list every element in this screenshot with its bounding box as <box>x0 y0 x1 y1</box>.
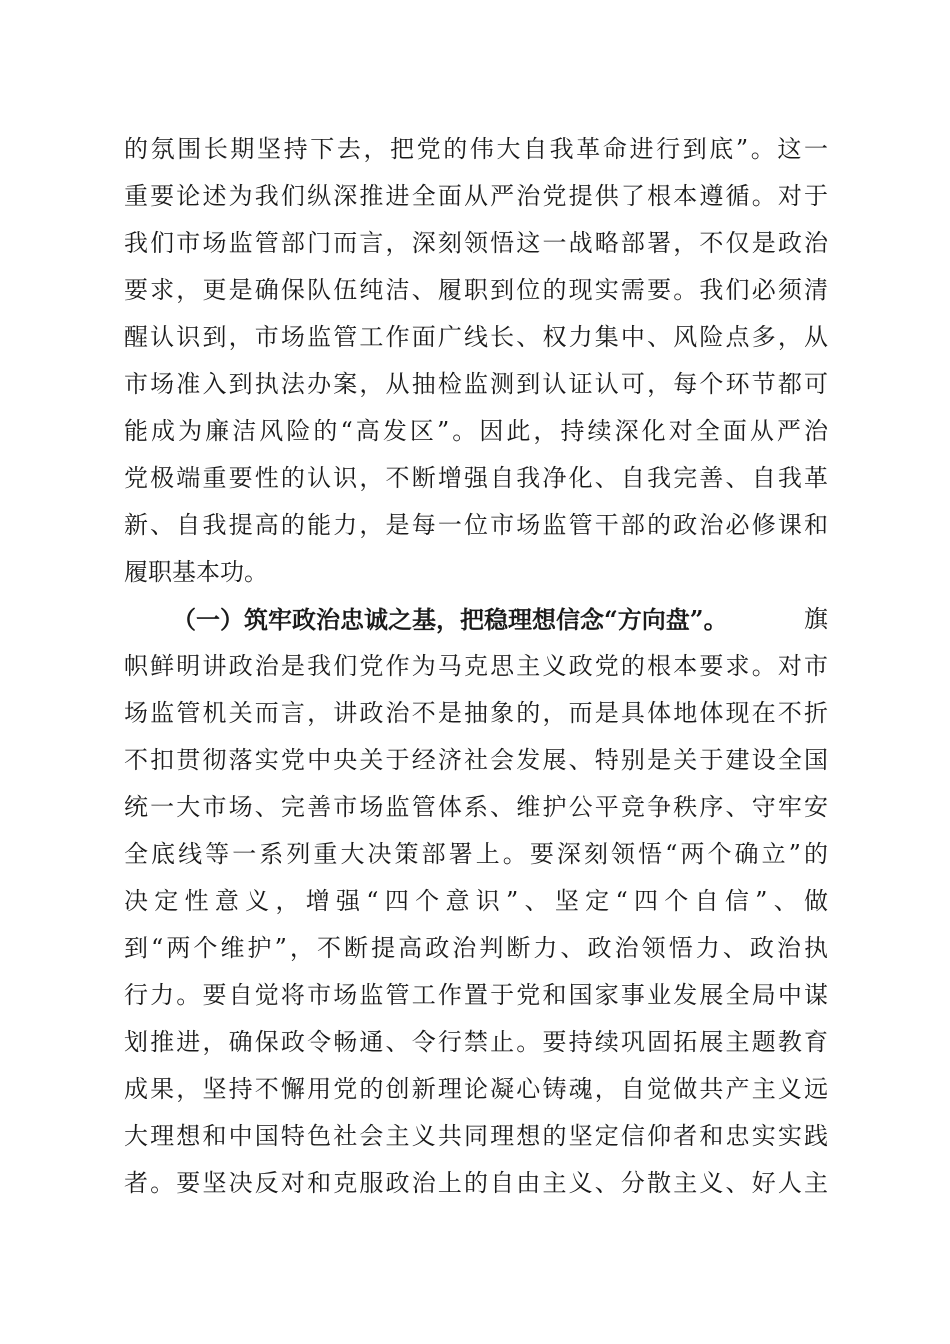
text-line: 不扣贯彻落实党中央关于经济社会发展、特别是关于建设全国 <box>124 746 828 774</box>
section-heading-line <box>124 596 828 643</box>
text-line: 全底线等一系列重大决策部署上。要深刻领悟“两个确立”的 <box>124 840 828 868</box>
text-line: 统一大市场、完善市场监管体系、维护公平竞争秩序、守牢安 <box>124 793 828 821</box>
text-line: 重要论述为我们纵深推进全面从严治党提供了根本遵循。对于 <box>124 182 828 210</box>
text-line: 大理想和中国特色社会主义共同理想的坚定信仰者和忠实实践 <box>124 1122 828 1150</box>
section-heading: （一）筑牢政治忠诚之基，把稳理想信念“方向盘”。 <box>172 605 728 634</box>
text-line: 履职基本功。 <box>124 558 268 586</box>
text-line: 到“两个维护”，不断提高政治判断力、政治领悟力、政治执 <box>124 934 828 962</box>
text-line: 划推进，确保政令畅通、令行禁止。要持续巩固拓展主题教育 <box>124 1028 828 1056</box>
heading-line-tail: 旗 <box>804 605 828 633</box>
text-line: 场监管机关而言，讲政治不是抽象的，而是具体地体现在不折 <box>124 699 828 727</box>
text-line: 帜鲜明讲政治是我们党作为马克思主义政党的根本要求。对市 <box>124 652 828 680</box>
text-line: 者。要坚决反对和克服政治上的自由主义、分散主义、好人主 <box>124 1169 828 1197</box>
text-line: 成果，坚持不懈用党的创新理论凝心铸魂，自觉做共产主义远 <box>124 1075 828 1103</box>
text-line: 的氛围长期坚持下去，把党的伟大自我革命进行到底”。这一 <box>124 135 828 163</box>
text-line: 新、自我提高的能力，是每一位市场监管干部的政治必修课和 <box>124 511 828 539</box>
text-line: 醒认识到，市场监管工作面广线长、权力集中、风险点多，从 <box>124 323 828 351</box>
text-line: 决定性意义，增强“四个意识”、坚定“四个自信”、做 <box>124 887 828 915</box>
body-text <box>124 126 828 1207</box>
text-line: 能成为廉洁风险的“高发区”。因此，持续深化对全面从严治 <box>124 417 828 445</box>
text-line: 市场准入到执法办案，从抽检监测到认证认可，每个环节都可 <box>124 370 828 398</box>
text-line: 党极端重要性的认识，不断增强自我净化、自我完善、自我革 <box>124 464 828 492</box>
text-line: 我们市场监管部门而言，深刻领悟这一战略部署，不仅是政治 <box>124 229 828 257</box>
text-line: 要求，更是确保队伍纯洁、履职到位的现实需要。我们必须清 <box>124 276 828 304</box>
text-line: 行力。要自觉将市场监管工作置于党和国家事业发展全局中谋 <box>124 981 828 1009</box>
